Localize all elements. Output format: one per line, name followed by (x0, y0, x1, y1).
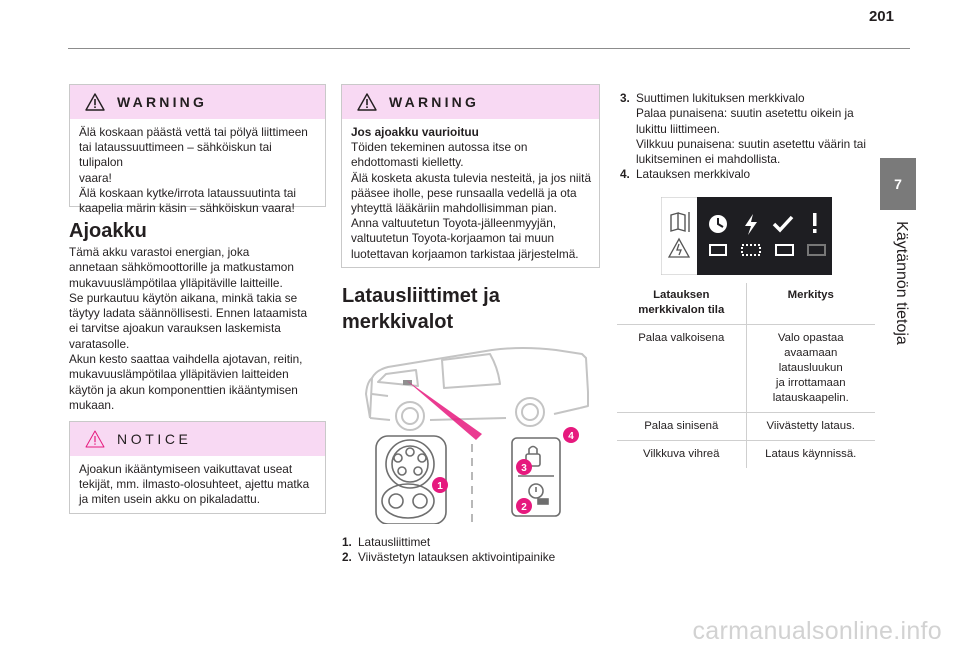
charging-port-illustration (342, 336, 590, 524)
notice-box (69, 421, 326, 514)
text-line: Akun kesto saattaa vaihdella ajotavan, reitin, (69, 352, 303, 367)
column-header: Latauksen merkkivalon tila (617, 283, 746, 325)
table-row (617, 413, 875, 441)
text-line: ehdottomasti kielletty. (351, 155, 464, 170)
title-line: merkkivalot (342, 311, 454, 333)
warning-header (70, 85, 325, 119)
list-number: 4. (620, 167, 630, 182)
callout-3-label: 3 (521, 463, 527, 474)
table-cell: Palaa sinisenä (617, 413, 746, 441)
text-line: valtuutetun Toyota-korjaamon tai muun (351, 231, 555, 246)
text-line: Töiden tekeminen autossa itse on (351, 140, 528, 155)
warning-text (70, 119, 325, 224)
text-line: Suuttimen lukituksen merkkivalo (636, 91, 805, 105)
text-line: Palaa punaisena: suutin asetettu oikein ja (636, 106, 854, 121)
chapter-title-text: Käytännön tietoja (893, 220, 910, 345)
list-item (620, 167, 882, 182)
page-number: 201 (868, 8, 894, 25)
table-cell: Viivästetty lataus. (746, 413, 875, 441)
text-line: kaapelia märin käsin – sähköiskun vaara! (79, 201, 295, 216)
legend-number: 1. (342, 535, 352, 549)
text-line: varatasolle. (69, 336, 130, 351)
legend-text: Latausliittimet (358, 535, 431, 549)
warning-label: WARNING (117, 94, 208, 110)
callout-4-label: 4 (568, 431, 574, 442)
warning-triangle-icon (85, 93, 105, 111)
callout-badges (432, 427, 579, 514)
exclamation-icon (813, 213, 817, 233)
warning-triangle-icon (357, 93, 377, 111)
text-line: Älä koskaan kytke/irrota lataussuutinta tai (79, 185, 297, 200)
notice-text (70, 456, 325, 516)
table-cell: Lataus käynnissä. (746, 441, 875, 469)
table-header-row (617, 283, 875, 325)
figure-legend (342, 535, 600, 566)
charging-indicator-panel (661, 197, 832, 275)
text-line: Tämä akku varastoi energian, joka (69, 245, 250, 259)
text-line: mukaan. (69, 397, 115, 412)
text-line: Ajoakun ikääntymiseen vaikuttavat useat (79, 462, 293, 476)
text-line: käytön ja akun komponenttien ikääntymisen (69, 382, 298, 397)
warning-heading: Jos ajoakku vaurioituu (351, 125, 479, 139)
chapter-number: 7 (894, 176, 902, 192)
warning-box-2 (341, 84, 600, 268)
warning-header (342, 85, 599, 119)
text-line: tekijät, mm. ilmasto-olosuhteet, ajettu matka (79, 477, 310, 492)
indicator-table (617, 283, 875, 468)
text-line: Älä kosketa akusta tulevia nesteitä, ja jos niitä (351, 170, 592, 185)
text-line: Latauksen merkkivalo (636, 167, 751, 182)
text-line: pääsee iholle, pese runsaalla vedellä ja ota (351, 185, 577, 200)
warning-text (342, 119, 599, 270)
column-header: Merkitys (746, 283, 875, 325)
text-line: annetaan sähkömoottorille ja matkustamon (69, 260, 294, 275)
text-line: Älä koskaan päästä vettä tai pölyä liittimeen (79, 125, 308, 139)
chapter-tab[interactable] (880, 158, 916, 210)
text-line: mukavuuslämpötilaa ylläpitävien laitteiden (69, 367, 289, 382)
warning-box-1 (69, 84, 326, 216)
chapter-title (876, 215, 926, 350)
text-line: yhteyttä lääkäriin mahdollisimman pian. (351, 201, 557, 216)
legend-text: Viivästetyn latauksen aktivointipainike (358, 550, 556, 565)
text-line: lukittu liittimeen. (636, 121, 720, 136)
text-line: vaara! (79, 170, 112, 185)
text-line: luotettavan korjaamon tarkistaa järjestelmä. (351, 246, 579, 261)
van-outline (366, 348, 588, 430)
callout-1-label: 1 (437, 481, 443, 492)
right-list (620, 91, 882, 183)
table-row (617, 325, 875, 413)
text-line: Vilkkuu punaisena: suutin asetettu väärin tai (636, 136, 866, 151)
list-item (620, 91, 882, 167)
legend-item (342, 550, 600, 565)
text-line: lukitseminen ei mahdollista. (636, 152, 781, 167)
list-number: 3. (620, 91, 630, 105)
section-title-ajoakku: Ajoakku (69, 220, 147, 242)
clock-icon (709, 215, 727, 233)
watermark[interactable]: carmanualsonline.info (692, 617, 942, 645)
text-line: ei tarvitse ajoakun varauksen laskemista (69, 321, 281, 336)
notice-header (70, 422, 325, 456)
warning-label: WARNING (389, 94, 480, 110)
title-line: Latausliittimet ja (342, 285, 500, 307)
table-cell: Valo opastaa avaamaan latausluukun ja irrottamaan latauskaapelin. (746, 325, 875, 413)
section-title-latausliittimet (342, 283, 500, 335)
legend-number: 2. (342, 550, 352, 565)
text-line: tai lataussuuttimeen – sähköiskun tai tulipalon (79, 140, 272, 170)
port-door-marker (403, 380, 412, 385)
table-row (617, 441, 875, 469)
text-line: täytyy ladata säännöllisesti. Ennen lataamista (69, 306, 308, 321)
ajoakku-text (69, 245, 329, 413)
callout-pointer (406, 380, 482, 440)
table-cell: Vilkkuva vihreä (617, 441, 746, 469)
notice-label: NOTICE (117, 431, 192, 447)
legend-item (342, 535, 600, 550)
header-rule (68, 48, 910, 49)
text-line: mukavuuslämpötilaa ylläpitäville laitteille. (69, 275, 283, 290)
text-line: ja miten usein akku on pikaladattu. (79, 492, 260, 507)
callout-2-label: 2 (521, 502, 527, 513)
text-line: Anna valtuutetun Toyota-jälleenmyyjän, (351, 216, 557, 231)
text-line: Se purkautuu käytön aikana, minkä takia se (69, 290, 298, 305)
table-cell: Palaa valkoisena (617, 325, 746, 413)
notice-triangle-icon (85, 430, 105, 448)
